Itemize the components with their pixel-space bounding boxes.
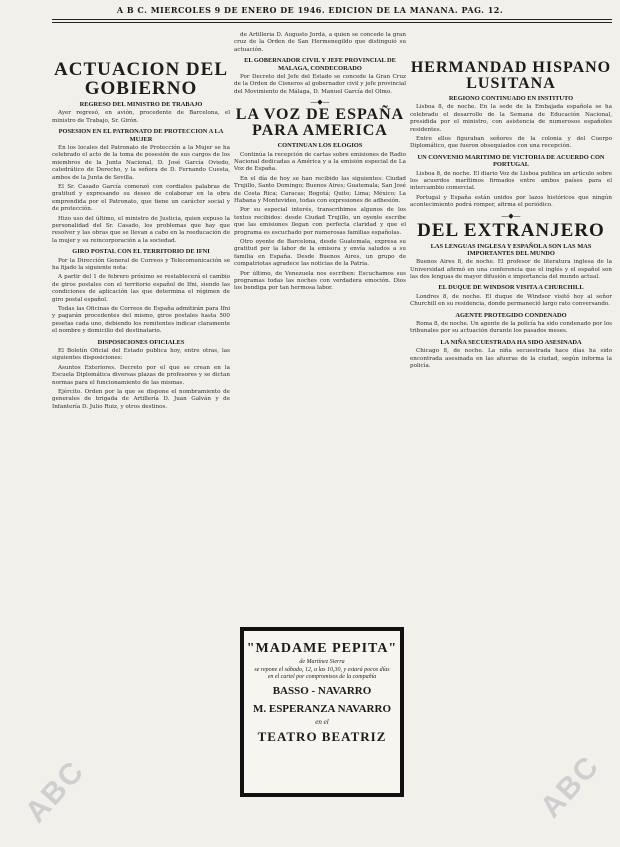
header-rule-top bbox=[52, 19, 612, 20]
headline-hermandad: HERMANDAD HISPANO LUSITANA bbox=[410, 60, 612, 92]
paragraph: Continúa la recepción de cartas sobre emisiones de Radio Nacional dedicadas a América y a la emisión especial de La Voz de España. bbox=[234, 151, 406, 173]
paragraph: Hizo uso del último, el ministro de Justicia, quien expuso la personalidad del Sr. Casado, los problemas que hay que resolver y las obras que se llevan a cabo en la reeducación de la mujer y su reincorporación a la sociedad. bbox=[52, 215, 230, 244]
ornament-divider: —◆— bbox=[501, 211, 521, 220]
paragraph: Por su especial interés, transcribimos algunos de los textos recibidos: desde Ciudad Trujillo, un oyente escribe que las emisiones llegan con perfecta claridad y que el programa es escuchado por numerosas familias españolas. bbox=[234, 207, 406, 236]
headline-voz-espana: LA VOZ DE ESPAÑA PARA AMERICA bbox=[235, 106, 405, 140]
ad-theater: TEATRO BEATRIZ bbox=[257, 729, 387, 744]
paragraph: Londres 8, de noche. El duque de Windsor visitó hoy al señor Churchill en su residencia, donde permaneció largo rato conversando. bbox=[410, 293, 612, 308]
paragraph: Roma 8, de noche. Un agente de la policía ha sido condenado por los tribunales por su actuación durante los pasados meses. bbox=[410, 321, 612, 335]
paragraph: Por la Dirección General de Correos y Telecomunicación se ha fijado la siguiente nota: bbox=[52, 257, 230, 271]
ad-note: se repone el sábado, 12, a las 10,30, y estará pocos días en el cartel por compromisos de la compañía bbox=[254, 667, 390, 680]
paragraph: Ejército. Orden por la que se dispone el nombramiento de generales de brigada de Artillería D. Juan Galván y de Infantería D. Julio Ruiz, y otros destinos. bbox=[52, 388, 230, 410]
paragraph: Asuntos Exteriores. Decreto por el que se crean en la Escuela Diplomática diversas plazas de profesores y se dictan normas para el funcionamiento de las mismas. bbox=[52, 364, 230, 386]
paragraph: Ayer regresó, en avión, procedente de Barcelona, el ministro de Trabajo, Sr. Girón. bbox=[52, 110, 230, 124]
subhead-regiono: REGIONO CONTINUADO EN INSTITUTO bbox=[448, 95, 574, 102]
paragraph: A partir del 1 de febrero próximo se restablecerá el cambio de giros postales con el territorio español de Ifni, siendo las condiciones de aplicación las que determina el régimen de giro postal español. bbox=[52, 274, 230, 303]
ad-star: M. ESPERANZA NAVARRO bbox=[252, 703, 392, 715]
subhead-posesion: POSESION EN EL PATRONATO DE PROTECCION A LA MUJER bbox=[58, 128, 224, 143]
ornament-divider: —◆— bbox=[310, 98, 330, 107]
paragraph: Lisboa 8, de noche. En la sede de la Embajada española se ha celebrado el desarrollo de la Semana de Educación Nacional, presidida por el ministro, con asistencia de numerosos españoles residentes. bbox=[410, 104, 612, 133]
subhead-convenio: UN CONVENIO MARITIMO DE VICTORIA DE ACUERDO CON PORTUGAL bbox=[417, 153, 605, 169]
subhead-disposiciones: DISPOSICIONES OFICIALES bbox=[97, 338, 185, 346]
paragraph: En los locales del Patronato de Protección a la Mujer se ha celebrado el acto de la toma de posesión de sus cargos de los miembros de la Junta Nacional, D. José García Oviedo, catedrático de Derecho, y la señora de D. Fernando Cuesta, ambos de la Junta de Sevilla. bbox=[52, 144, 230, 181]
subhead-agente: AGENTE PROTEGIDO CONDENADO bbox=[455, 311, 567, 319]
paragraph: de Artillería D. Augusto Jordá, a quien se concede la gran cruz de la Orden de San Hermenegildo que distinguió su actuación. bbox=[234, 32, 406, 53]
page-header: A B C. MIERCOLES 9 DE ENERO DE 1946. EDICION DE LA MANANA. PAG. 12. bbox=[116, 5, 504, 15]
paragraph: Buenos Aires 8, de noche. El profesor de literatura inglesa de la Universidad afirmó en una conferencia que el inglés y el español son las dos lenguas de mayor difusión e importancia del mundo actual. bbox=[410, 259, 612, 281]
paragraph: Chicago 8, de noche. La niña secuestrada hace días ha sido encontrada asesinada en las afueras de la ciudad, según informa la policía. bbox=[410, 348, 612, 369]
paragraph: En el día de hoy se han recibido las siguientes: Ciudad Trujillo, Santo Domingo; Buenos Aires; Guatemala; San José de Costa Rica; Caracas; Bogotá; Quito; Lima; México; La Habana y Montevideo, todas con expresiones de adhesión. bbox=[234, 175, 406, 204]
ad-author: de Martínez Sierra bbox=[299, 659, 345, 665]
headline-actuacion-gobierno: ACTUACION DEL GOBIERNO bbox=[54, 60, 228, 99]
paragraph: Por último, de Venezuela nos escriben: Escuchamos sus programas todas las noches con verdadera emoción. Dios los bendiga por tan hermosa labor. bbox=[234, 270, 406, 292]
paragraph: Lisboa 8, de noche. El diario Voz de Lisboa publica un artículo sobre los acuerdos marítimos firmados entre ambos países para el intercambio comercial. bbox=[410, 170, 612, 192]
subhead-regreso: REGRESO DEL MINISTRO DE TRABAJO bbox=[79, 101, 203, 108]
subhead-lenguas: LAS LENGUAS INGLESA Y ESPAÑOLA SON LAS MAS IMPORTANTES DEL MUNDO bbox=[430, 242, 592, 257]
subhead-windsor: EL DUQUE DE WINDSOR VISITA A CHURCHILL bbox=[438, 284, 584, 292]
paragraph: Por Decreto del Jefe del Estado se concede la Gran Cruz de la Orden de Cisneros al gobernador civil y jefe provincial del Movimiento de Málaga, D. Manuel García del Olmo. bbox=[234, 73, 406, 95]
ad-en: en el bbox=[315, 718, 329, 726]
watermark-stamp: ABC bbox=[534, 749, 607, 825]
paragraph: Entre ellos figuraban señores de la colonia y del Cuerpo Diplomático, que fueron obsequiados con una recepción. bbox=[410, 135, 612, 150]
header-rule-bottom bbox=[52, 22, 612, 23]
paragraph: Portugal y España están unidos por lazos históricos que ningún acontecimiento podrá romper, afirma el periódico. bbox=[410, 194, 612, 209]
paragraph: El Boletín Oficial del Estado publica hoy, entre otras, las siguientes disposiciones: bbox=[52, 347, 230, 362]
paragraph: Todas las Oficinas de Correos de España admitirán para Ifni y pagarán procedentes del mismo, giros postales hasta 500 pesetas cada uno, debiendo los remitentes indicar claramente el nombre y domicilio del destinatario. bbox=[52, 305, 230, 335]
subhead-giro-postal: GIRO POSTAL CON EL TERRITORIO DE IFNI bbox=[72, 248, 210, 256]
column-3 bbox=[410, 60, 612, 837]
subhead-nina: LA NIÑA SECUESTRADA HA SIDO ASESINADA bbox=[440, 338, 582, 346]
ad-title: "MADAME PEPITA" bbox=[246, 641, 398, 656]
subhead-gobernador: EL GOBERNADOR CIVIL Y JEFE PROVINCIAL DE MALAGA, CONDECORADO bbox=[244, 57, 396, 72]
watermark-stamp: ABC bbox=[19, 754, 92, 830]
ad-company: BASSO - NAVARRO bbox=[272, 685, 372, 697]
headline-extranjero: DEL EXTRANJERO bbox=[417, 219, 605, 241]
paragraph: El Sr. Casado García comenzó con cordiales palabras de gratitud y expresando su deseo de colaborar en la obra emprendida por el Patronato, que tiene un carácter social y de protección. bbox=[52, 183, 230, 213]
column-1 bbox=[52, 60, 230, 837]
paragraph: Otro oyente de Barcelona, desde Guatemala, expresa su gratitud por la labor de la emisora y envía saludos a su familia en España. Desde Buenos Aires, un grupo de compatriotas agradece las noticias de la Patria. bbox=[234, 238, 406, 268]
theater-advertisement bbox=[240, 627, 404, 797]
subhead-elogios: CONTINUAN LOS ELOGIOS bbox=[277, 142, 363, 150]
